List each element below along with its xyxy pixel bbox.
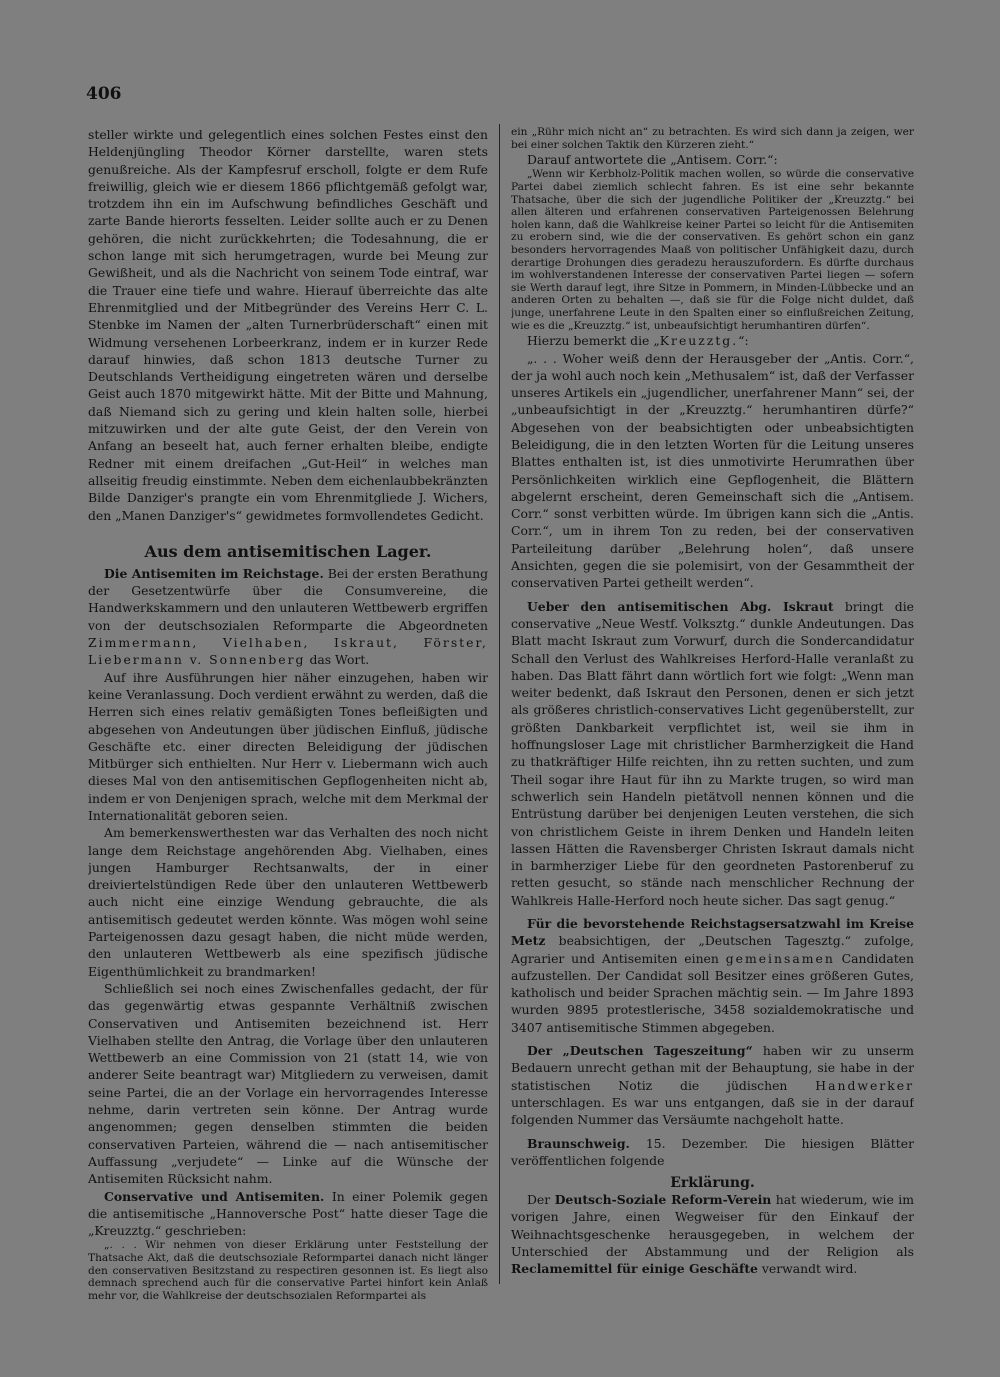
paragraph: Der Deutsch-Soziale Reform-Verein hat wiederum, wie im vorigen Jahre, einen Wegweiser für den Einkauf der Weihnachtsgeschenke herausgegeben, in welchem der Unterschied der Abstammung und der Religion als Reclamemittel für einige Geschäfte verwandt wird. (511, 1192, 914, 1277)
paragraph: Ueber den antisemitischen Abg. Iskraut bringt die conservative „Neue Westf. Volksztg.“ dunkle Andeutungen. Das Blatt macht Iskraut zum Vorwurf, durch die Sondercandidatur Schall den Verlust des Wahlkreises Herford-Halle veranlaßt zu haben. Das Blatt fährt dann wörtlich fort wie folgt: „Wenn man weiter bedenkt, daß Iskraut den Personen, denen er sich jetzt als größeres christlich-conservatives Licht gegenüberstellt, zur größten Dankbarkeit verpflichtet ist, weil sie ihm in hoffnungsloser Lage mit christlicher Barmherzigkeit die Hand zu thatkräftiger Hilfe reichten, ihn zu retten suchten, und zum Theil sogar ihre Haut für ihn zu Markte trugen, so wird man schwerlich sein Handeln pietätvoll nennen können und die Entrüstung darüber bei denjenigen Leuten verstehen, die sich von christlichem Geiste in ihrem Denken und Handeln leiten lassen Hätten die Ravensberger Christen Iskraut damals nicht in barmherziger Liebe für den geordneten Pastorenberuf zu retten gesucht, so stände nach menschlicher Rechnung der Wahlkreis Halle-Herford noch heute sicher. Das sagt genug.“ (511, 598, 914, 908)
paragraph: Hierzu bemerkt die „Kreuzztg.“: (527, 333, 749, 349)
paragraph: Die Antisemiten im Reichstage. Bei der ersten Berathung der Gesetzentwürfe über die Consumvereine, die Handwerkskammern und den unlauteren Wettbewerb ergriffen von der deutschsozialen Reformparte die Abgeordneten Zimmermann, Vielhaben, Iskraut, Förster, Liebermann v. Sonnenberg das Wort. (88, 565, 488, 668)
paragraph: Am bemerkenswerthesten war das Verhalten des noch nicht lange dem Reichstage angehörenden Abg. Vielhaben, eines jungen Hamburger Rechtsanwalts, der in einer dreiviertelstündigen Rede über den unlauteren Wettbewerb auch nicht eine einzige Wendung gebrauchte, die als antisemitisch gedeutet werden könnte. Was mögen wohl seine Parteigenossen dazu gesagt haben, die nicht müde werden, den unlauteren Wettbewerb als eine spezifisch jüdische Eigenthümlichkeit zu brandmarken! (88, 825, 488, 979)
quote: ein „Rühr mich nicht an“ zu betrachten. Es wird sich dann ja zeigen, wer bei einer solchen Taktik den Kürzeren zieht.“ (511, 126, 914, 151)
article-title: Braunschweig. (527, 1135, 630, 1151)
spaced-names: Zimmermann, Vielhaben, Iskraut, Förster, Liebermann v. Sonnenberg (88, 635, 488, 668)
article-title: Der „Deutschen Tageszeitung“ (527, 1043, 753, 1059)
column-divider (499, 124, 500, 1284)
paragraph: Darauf antwortete die „Antisem. Corr.“: (527, 152, 778, 168)
article-title: Die Antisemiten im Reichstage. (104, 565, 324, 581)
paragraph: Auf ihre Ausführungen hier näher einzugehen, haben wir keine Veranlassung. Doch verdient erwähnt zu werden, daß die Herren sich eines relativ gemäßigten Tones befleißigten und abgesehen von Andeutungen über jüdischen Einfluß, jüdische Geschäfte etc. einer directen Beleidigung der jüdischen Mitbürger sich enthielten. Nur Herr v. Liebermann wich auch dieses Mal von den antisemitischen Gepflogenheiten nicht ab, indem er von Denjenigen sprach, welche mit dem Merkmal der Internationalität geboren seien. (88, 669, 488, 823)
declaration-heading: Erklärung. (670, 1175, 755, 1192)
quote: „. . . Wir nehmen von dieser Erklärung unter Feststellung der Thatsache Akt, daß die deutschsoziale Reformpartei danach nicht länger den conservativen Besitzstand zu respectiren gesonnen ist. Es liegt also demnach sprechend auch für die conservative Partei hinfort kein Anlaß mehr vor, die Wahlkreise der deutschsozialen Reformpartei als (88, 1239, 488, 1302)
article-title: Für die bevorstehende Reichstagsersatzwahl im Kreise Metz (511, 916, 914, 949)
paragraph: Conservative und Antisemiten. In einer Polemik gegen die antisemitische „Hannoversche Post“ hatte dieser Tage die „Kreuzztg.“ geschrieben: (88, 1188, 488, 1239)
article-title: Ueber den antisemitischen Abg. Iskraut (527, 598, 834, 614)
section-heading: Aus dem antisemitischen Lager. (144, 541, 432, 561)
page-number: 406 (86, 84, 122, 104)
quote: „Wenn wir Kerbholz-Politik machen wollen, so würde die conservative Partei dabei ziemlich schlecht fahren. Es ist eine sehr bekannte Thatsache, über die sich der jugendliche Politiker der „Kreuzztg.“ bei allen älteren und erfahrenen conservativen Parteigenossen Belehrung holen kann, daß die Wahlkreise keiner Partei so leicht für die Antisemiten zu erobern sind, wie die der conservativen. Es gehört schon ein ganz besonders hervorragendes Maaß von politischer Unfähigkeit dazu, durch derartige Drohungen dies geradezu herauszufordern. Es dürfte durchaus im wohlverstandenen Interesse der conservativen Partei liegen — sofern sie Werth darauf legt, ihre Sitze in Pommern, in Minden-Lübbecke und an anderen Orten zu behalten —, daß sie für die Folge nicht duldet, daß junge, unerfahrene Leute in den Spalten einer so einflußreichen Zeitung, wie es die „Kreuzztg.“ ist, unbeaufsichtigt herumhantiren dürfen“. (511, 168, 914, 332)
paragraph: steller wirkte und gelegentlich eines solchen Festes einst den Heldenjüngling Theodor Körner darstellte, waren stets genußreiche. Als der Kampfesruf erscholl, folgte er dem Rufe freiwillig, gleich wie er diesem 1866 pflichtgemäß gefolgt war, trotzdem ihn ein im Aufschwung befindliches Geschäft und zarte Bande hierorts fesselten. Leider sollte auch er zu Denen gehören, die nicht zurückkehrten; die Todesahnung, die er schon lange mit sich herumgetragen, wurde bei Meung zur Gewißheit, und als die Nachricht von seinem Tode eintraf, war die Trauer eine tiefe und wahre. Hierauf überreichte das alte Ehrenmitglied und der Mitbegründer des Vereins Herr C. L. Stenbke im Namen der „alten Turnerbrüderschaft“ einen mit Widmung versehenen Lorbeerkranz, indem er in kurzer Rede darauf hinwies, daß schon 1813 deutsche Turner zu Deutschlands Vertheidigung eingetreten wären und derselbe Geist auch 1870 mitgewirkt hätte. Mit der Bitte und Mahnung, daß Niemand sich zu gering und klein halten solle, hierbei mitzuwirken und der alte gute Geist, der den Verein von Anfang an beseelt hat, auch ferner erhalten bleibe, endigte Redner mit einem dreifachen „Gut-Heil“ in welches man allseitig freudig einstimmte. Neben dem eichenlaubbekränzten Bilde Danziger's prangte ein vom Ehrenmitgliede J. Wichers, den „Manen Danziger's“ gewidmetes formvollendetes Gedicht. (88, 127, 488, 523)
paragraph: Der „Deutschen Tageszeitung“ haben wir zu unserm Bedauern unrecht gethan mit der Behauptung, sie habe in der statistischen Notiz die jüdischen Handwerker unterschlagen. Es war uns entgangen, daß sie in der darauf folgenden Nummer das Versäumte nachgeholt hatte. (511, 1043, 914, 1128)
left-column (88, 126, 488, 1302)
paragraph: „. . . Woher weiß denn der Herausgeber der „Antis. Corr.“, der ja wohl auch noch kein „Methusalem“ ist, daß der Verfasser unseres Artikels ein „jugendlicher, unerfahrener Mann“ sei, der „unbeaufsichtigt in der „Kreuzztg.“ herumhantiren dürfe?“ Abgesehen von der beabsichtigten oder unbeabsichtigten Beleidigung, die in den letzten Worten für die Leitung unseres Blattes enthalten ist, ist dies unmotivirte Herumrathen über Persönlichkeiten wirklich eine Gepflogenheit, die Blättern abgelernt erscheint, deren Gemeinschaft sich die „Antisem. Corr.“ sonst verbitten würde. Im übrigen kann sich die „Antis. Corr.“, um in ihrem Ton zu reden, bei der conservativen Parteileitung darüber „Belehrung holen“, daß unsere Ansichten, gegen die sie polemisirt, von der Gesammtheit der conservativen Partei getheilt werden“. (511, 350, 914, 591)
right-column (511, 126, 914, 1278)
paragraph: Für die bevorstehende Reichstagsersatzwahl im Kreise Metz beabsichtigen, der „Deutschen Tagesztg.“ zufolge, Agrarier und Antisemiten einen gemeinsamen Candidaten aufzustellen. Der Candidat soll Besitzer eines größeren Gutes, katholisch und beider Sprachen mächtig sein. — Im Jahre 1893 wurden 9895 protestlerische, 3458 sozialdemokratische und 3407 antisemitische Stimmen abgegeben. (511, 916, 914, 1035)
paragraph: Schließlich sei noch eines Zwischenfalles gedacht, der für das gegenwärtig etwas gespannte Verhältniß zwischen Conservativen und Antisemiten bezeichnend ist. Herr Vielhaben stellte den Antrag, die Vorlage über den unlauteren Wettbewerb an eine Commission von 21 (statt 14, wie von anderer Seite beantragt war) Mitgliedern zu verweisen, damit seine Partei, die an der Vorlage ein hervorragendes Interesse nehme, darin vertreten sein könne. Der Antrag wurde angenommen; gegen denselben stimmten die beiden conservativen Parteien, während die — nach antisemitischer Auffassung „verjudete“ — Linke auf die Wünsche der Antisemiten Rücksicht nahm. (88, 980, 488, 1187)
article-title: Conservative und Antisemiten. (104, 1188, 325, 1204)
paragraph: Braunschweig. 15. Dezember. Die hiesigen Blätter veröffentlichen folgende (511, 1135, 914, 1168)
